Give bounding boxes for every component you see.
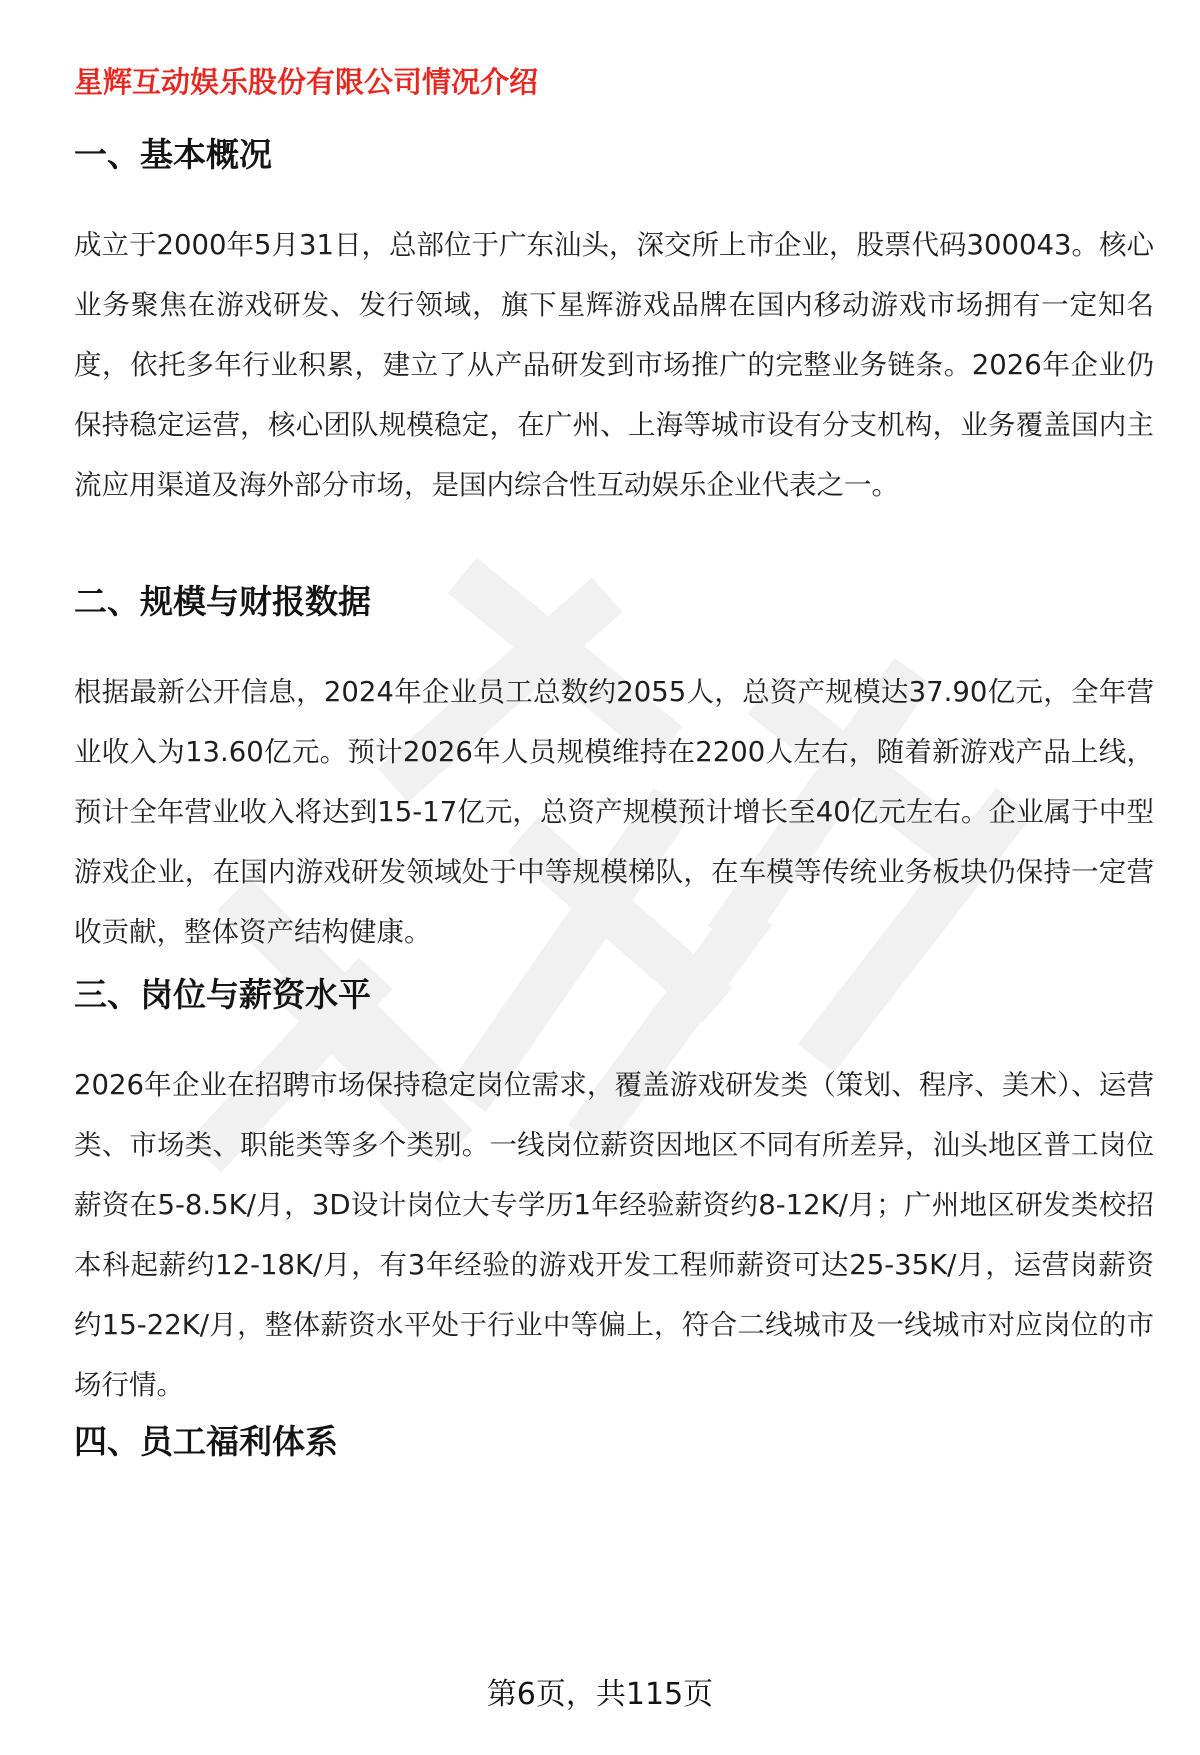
section-body-scale-financials: 根据最新公开信息，2024年企业员工总数约2055人，总资产规模达37.90亿元，全年营业收入为13.60亿元。预计2026年人员规模维持在2200人左右，随着新游戏产品上线，预计全年营业收入将达到15-17亿元，总资产规模预计增长至40亿元左右。企业属于中型游戏企业，在国内游戏研发领域处于中等规模梯队，在车模等传统业务板块仍保持一定营收贡献，整体资产结构健康。 (74, 676, 1154, 948)
section-heading-employee-benefits: 四、员工福利体系 (74, 1422, 338, 1461)
document-title: 星辉互动娱乐股份有限公司情况介绍 (74, 65, 539, 99)
section-heading-positions-salary: 三、岗位与薪资水平 (74, 975, 371, 1014)
page-number-footer: 第6页，共115页 (486, 1677, 714, 1712)
section-body-basic-overview: 成立于2000年5月31日，总部位于广东汕头，深交所上市企业，股票代码300043。核心业务聚焦在游戏研发、发行领域，旗下星辉游戏品牌在国内移动游戏市场拥有一定知名度，依托多年行业积累，建立了从产品研发到市场推广的完整业务链条。2026年企业仍保持稳定运营，核心团队规模稳定，在广州、上海等城市设有分支机构，业务覆盖国内主流应用渠道及海外部分市场，是国内综合性互动娱乐企业代表之一。 (74, 229, 1154, 501)
section-heading-basic-overview: 一、基本概况 (74, 135, 272, 174)
section-body-positions-salary: 2026年企业在招聘市场保持稳定岗位需求，覆盖游戏研发类（策划、程序、美术）、运营类、市场类、职能类等多个类别。一线岗位薪资因地区不同有所差异，汕头地区普工岗位薪资在5-8.5K/月，3D设计岗位大专学历1年经验薪资约8-12K/月；广州地区研发类校招本科起薪约12-18K/月，有3年经验的游戏开发工程师薪资可达25-35K/月，运营岗薪资约15-22K/月，整体薪资水平处于行业中等偏上，符合二线城市及一线城市对应岗位的市场行情。 (74, 1069, 1154, 1401)
section-heading-scale-financials: 二、规模与财报数据 (74, 582, 371, 621)
